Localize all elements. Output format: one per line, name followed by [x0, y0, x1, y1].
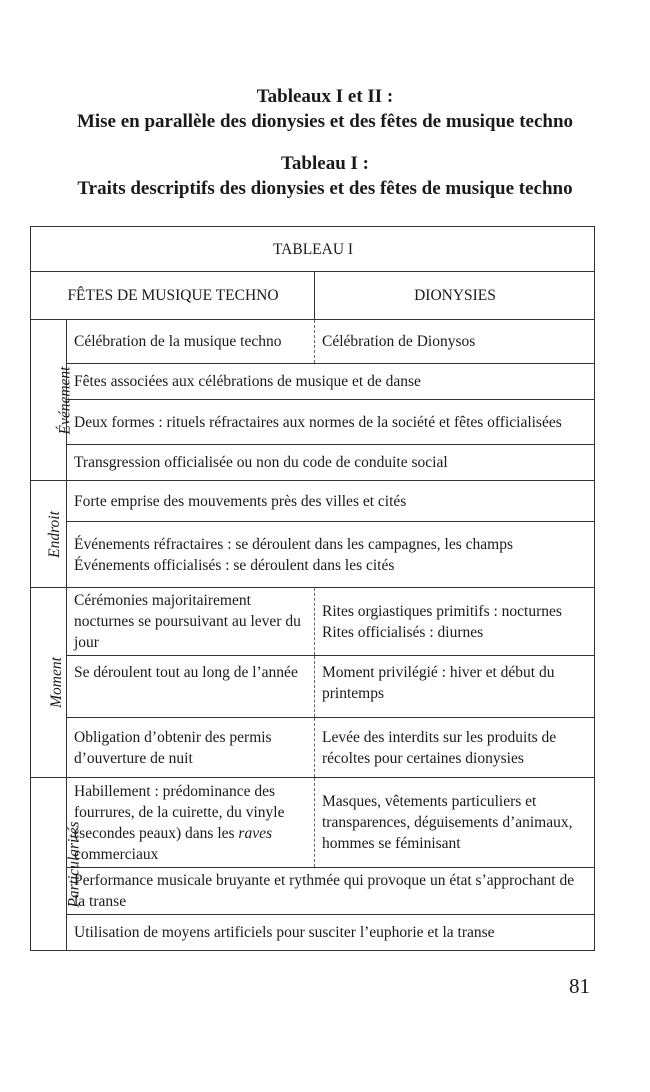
section-label-text: Endroit — [45, 510, 63, 558]
table-heading-title: Tableau I : — [281, 153, 369, 174]
table-cell: Utilisation de moyens artificiels pour susciter l’euphorie et la transe — [67, 915, 595, 951]
table-row — [31, 445, 595, 481]
table-row — [31, 481, 595, 522]
column-header-row — [31, 272, 595, 320]
section-label-text: Particularités — [65, 820, 83, 908]
table-title-row — [31, 227, 595, 272]
section-label-text: Moment — [47, 657, 65, 708]
table-row — [31, 588, 595, 656]
section-label-endroit — [31, 481, 67, 588]
table-cell: Levée des interdits sur les produits de récoltes pour certaines dionysies — [315, 718, 595, 778]
section-label-evenement — [31, 320, 74, 481]
table-cell: Célébration de la musique techno — [67, 320, 315, 364]
table-row — [31, 868, 595, 915]
header-dionysies: DIONYSIES — [315, 272, 595, 320]
italic-term: raves — [238, 824, 272, 842]
table-cell: Transgression officialisée ou non du code de conduite social — [67, 445, 595, 481]
table-cell: Forte emprise des mouvements près des villes et cités — [67, 481, 595, 522]
table-heading — [0, 151, 650, 201]
table-cell: Performance musicale bruyante et rythmée qui provoque un état s’approchant de la transe — [67, 868, 595, 915]
table-cell: Cérémonies majoritairement nocturnes se poursuivant au lever du jour — [67, 588, 315, 656]
comparison-table — [30, 226, 595, 951]
cell-text: Habillement : prédominance des fourrures, de la cuirette, du vinyle (secondes peaux) dans les — [74, 782, 285, 842]
table-cell: Fêtes associées aux célébrations de musique et de danse — [67, 364, 595, 400]
main-heading — [0, 84, 650, 134]
table-cell: Événements réfractaires : se déroulent dans les campagnes, les champs Événements officialisés : se déroulent dans les cités — [67, 522, 595, 588]
table-cell: Moment privilégié : hiver et début du printemps — [315, 656, 595, 718]
table-row — [31, 718, 595, 778]
table-row — [31, 656, 595, 718]
main-title: Tableaux I et II : — [256, 86, 394, 107]
table-row — [31, 400, 595, 445]
table-heading-subtitle: Traits descriptifs des dionysies et des fêtes de musique techno — [77, 178, 573, 199]
table-cell: Se déroulent tout au long de l’année — [67, 656, 315, 718]
main-subtitle: Mise en parallèle des dionysies et des fêtes de musique techno — [76, 111, 574, 132]
table-row — [31, 522, 595, 588]
table-cell: Deux formes : rituels réfractaires aux normes de la société et fêtes officialisées — [67, 400, 595, 445]
section-label-particularites — [31, 778, 83, 951]
table-row — [31, 364, 595, 400]
table-cell — [67, 778, 315, 868]
cell-text-suffix: commerciaux — [74, 845, 159, 863]
section-label-text: Événement — [56, 366, 74, 434]
page-number: 81 — [569, 974, 590, 998]
table-cell: Célébration de Dionysos — [315, 320, 595, 364]
header-techno: FÊTES DE MUSIQUE TECHNO — [31, 272, 315, 320]
table-row — [31, 778, 595, 868]
table-cell: Obligation d’obtenir des permis d’ouverture de nuit — [67, 718, 315, 778]
table-row — [31, 320, 595, 364]
table-cell: Rites orgiastiques primitifs : nocturnes Rites officialisés : diurnes — [315, 588, 595, 656]
table-row — [31, 915, 595, 951]
table-cell: Masques, vêtements particuliers et transparences, déguisements d’animaux, hommes se féminisant — [315, 778, 595, 868]
table-title: TABLEAU I — [31, 227, 595, 272]
section-label-moment — [31, 588, 67, 778]
